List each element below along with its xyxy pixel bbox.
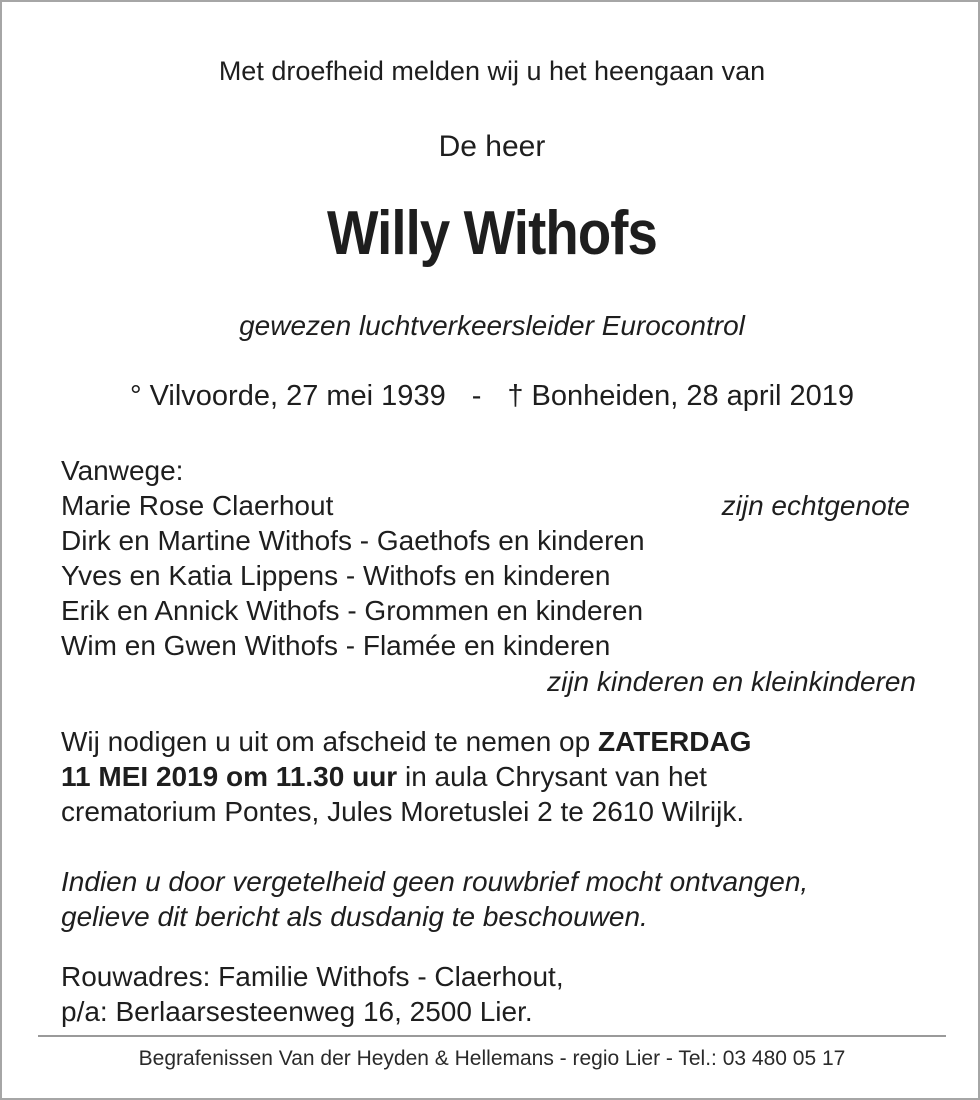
honorific: De heer: [438, 130, 546, 163]
deceased-name: Willy Withofs: [326, 199, 658, 268]
occupation: gewezen luchtverkeersleider Eurocontrol: [239, 310, 745, 341]
invitation-line-2: [61, 760, 707, 794]
invitation-day: ZATERDAG: [597, 726, 752, 757]
invitation-line-3: crematorium Pontes, Jules Moretuslei 2 te 2610 Wilrijk.: [61, 796, 745, 827]
death-info: † Bonheiden, 28 april 2019: [507, 380, 855, 412]
child-line: Dirk en Martine Withofs - Gaethofs en kinderen: [61, 525, 645, 556]
address-line-1: Rouwadres: Familie Withofs - Claerhout,: [61, 961, 564, 992]
family-heading: Vanwege:: [61, 455, 184, 486]
invitation-text: Wij nodigen u uit om afscheid te nemen op: [61, 726, 598, 757]
invitation-location: in aula Chrysant van het: [397, 761, 707, 792]
children-role: zijn kinderen en kleinkinderen: [547, 666, 916, 697]
child-line: Wim en Gwen Withofs - Flamée en kinderen: [61, 630, 611, 661]
notice-line-1: Indien u door vergetelheid geen rouwbrief mocht ontvangen,: [61, 866, 809, 897]
date-separator: -: [471, 380, 482, 412]
address-line-2: p/a: Berlaarsesteenweg 16, 2500 Lier.: [61, 996, 533, 1027]
birth-info: ° Vilvoorde, 27 mei 1939: [129, 380, 446, 412]
life-dates: [2, 380, 980, 413]
invitation-line-1: [61, 725, 751, 759]
funeral-home-footer: Begrafenissen Van der Heyden & Hellemans - regio Lier - Tel.: 03 480 05 17: [138, 1047, 846, 1070]
notice-line-2: gelieve dit bericht als dusdanig te beschouwen.: [61, 901, 648, 932]
child-line: Erik en Annick Withofs - Grommen en kinderen: [61, 595, 644, 626]
child-line: Yves en Katia Lippens - Withofs en kinderen: [61, 560, 611, 591]
spouse-name: Marie Rose Claerhout: [61, 490, 334, 521]
invitation-datetime: 11 MEI 2019 om 11.30 uur: [61, 761, 398, 792]
spouse-role: zijn echtgenote: [721, 490, 910, 521]
footer-divider: [38, 1035, 946, 1037]
intro-text: Met droefheid melden wij u het heengaan van: [218, 56, 766, 86]
